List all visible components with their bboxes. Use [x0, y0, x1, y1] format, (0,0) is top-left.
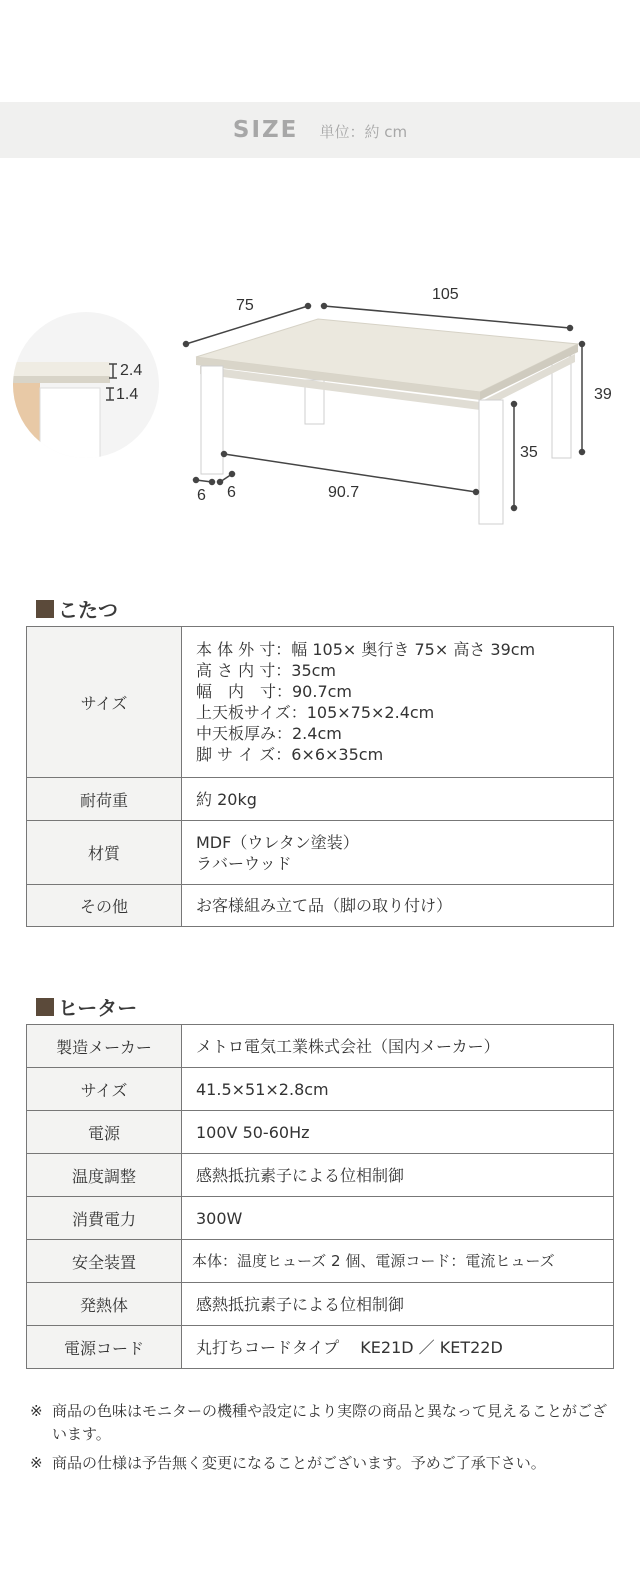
table-row: [27, 1068, 614, 1111]
note-text: 商品の色味はモニターの機種や設定により実際の商品と異なって見えることがございます。: [52, 1402, 608, 1443]
table-row: [27, 1197, 614, 1240]
value-line: 感熱抵抗素子による位相制御: [196, 1294, 405, 1314]
table-row: [27, 1025, 614, 1068]
row-key: 耐荷重: [27, 778, 182, 821]
row-value: [182, 1068, 614, 1111]
table-row: [27, 627, 614, 778]
value-line: メトロ電気工業株式会社（国内メーカー）: [196, 1036, 500, 1056]
row-value: [182, 1025, 614, 1068]
value-line: 丸打ちコードタイプ KE21D ／ KET22D: [196, 1337, 503, 1357]
row-value: [182, 1240, 614, 1283]
table-row: [27, 1111, 614, 1154]
note-mark: ※: [30, 1402, 43, 1420]
value-line: MDF（ウレタン塗装）: [196, 832, 359, 852]
row-key: 製造メーカー: [27, 1025, 182, 1068]
row-value: [182, 1326, 614, 1369]
note-item: [30, 1400, 620, 1446]
value-line: ラバーウッド: [196, 853, 292, 873]
dim-leg-b: 6: [227, 484, 236, 501]
note-item: [30, 1452, 620, 1475]
row-key: サイズ: [27, 627, 182, 778]
table-row: [27, 885, 614, 927]
size-title: SIZE: [232, 117, 299, 143]
row-key: 電源: [27, 1111, 182, 1154]
row-key: サイズ: [27, 1068, 182, 1111]
square-bullet-icon: [36, 998, 54, 1016]
kotatsu-drawing: [0, 270, 640, 540]
value-line: 高 さ 内 寸：35cm: [196, 661, 337, 680]
heater-title-text: ヒーター: [58, 996, 138, 1020]
row-value: [182, 1197, 614, 1240]
table-row: [27, 1283, 614, 1326]
kotatsu-spec-table: [26, 626, 614, 927]
value-line: 本 体 外 寸：幅 105× 奥行き 75× 高さ 39cm: [196, 640, 536, 659]
row-key: 温度調整: [27, 1154, 182, 1197]
size-header: [0, 102, 640, 158]
dim-leg-height: 35: [520, 444, 538, 461]
value-line: 41.5×51×2.8cm: [196, 1079, 329, 1099]
note-text: 商品の仕様は予告無く変更になることがございます。予めご了承下さい。: [52, 1454, 546, 1472]
dim-top-thickness: 2.4: [120, 362, 143, 379]
row-key: 消費電力: [27, 1197, 182, 1240]
notes: [30, 1400, 620, 1481]
row-value: [182, 885, 614, 927]
value-line: 上天板サイズ：105×75×2.4cm: [196, 703, 435, 722]
note-mark: ※: [30, 1454, 43, 1472]
value-line: 幅 内 寸：90.7cm: [196, 682, 353, 701]
value-line: 100V 50-60Hz: [196, 1122, 310, 1142]
row-value: [182, 1154, 614, 1197]
row-value: [182, 1283, 614, 1326]
table-row: [27, 821, 614, 885]
size-unit: 単位：約 cm: [319, 123, 408, 141]
kotatsu-title-text: こたつ: [58, 598, 118, 622]
table-row: [27, 778, 614, 821]
heater-spec-table: [26, 1024, 614, 1369]
front-leg-right: [479, 400, 503, 524]
row-value: [182, 627, 614, 778]
closeup-detail: [0, 362, 110, 468]
table-row: [27, 1240, 614, 1283]
dim-width: 105: [432, 286, 459, 303]
square-bullet-icon: [36, 600, 54, 618]
size-diagram: [0, 270, 640, 540]
dim-height: 39: [594, 386, 612, 403]
dim-inner-width: 90.7: [328, 484, 360, 501]
dim-depth: 75: [236, 297, 254, 314]
dim-leg-a: 6: [197, 487, 206, 504]
row-value: [182, 821, 614, 885]
table-row: [27, 1326, 614, 1369]
row-key: 材質: [27, 821, 182, 885]
value-line: 感熱抵抗素子による位相制御: [196, 1165, 405, 1185]
row-key: 発熱体: [27, 1283, 182, 1326]
value-line: 脚 サ イ ズ：6×6×35cm: [196, 745, 384, 764]
row-value: [182, 1111, 614, 1154]
heater-section-title: [36, 992, 137, 1021]
row-key: その他: [27, 885, 182, 927]
front-leg-left: [201, 366, 223, 474]
kotatsu-section-title: [36, 594, 118, 623]
value-line: 300W: [196, 1208, 243, 1228]
row-key: 安全装置: [27, 1240, 182, 1283]
value-line: 本体：温度ヒューズ 2 個、電源コード：電流ヒューズ: [192, 1251, 555, 1270]
row-key: 電源コード: [27, 1326, 182, 1369]
dim-mid-thickness: 1.4: [116, 386, 139, 403]
table-row: [27, 1154, 614, 1197]
value-line: お客様組み立て品（脚の取り付け）: [196, 896, 453, 915]
value-line: 中天板厚み：2.4cm: [196, 724, 342, 743]
value-line: 約 20kg: [196, 789, 257, 809]
row-value: [182, 778, 614, 821]
